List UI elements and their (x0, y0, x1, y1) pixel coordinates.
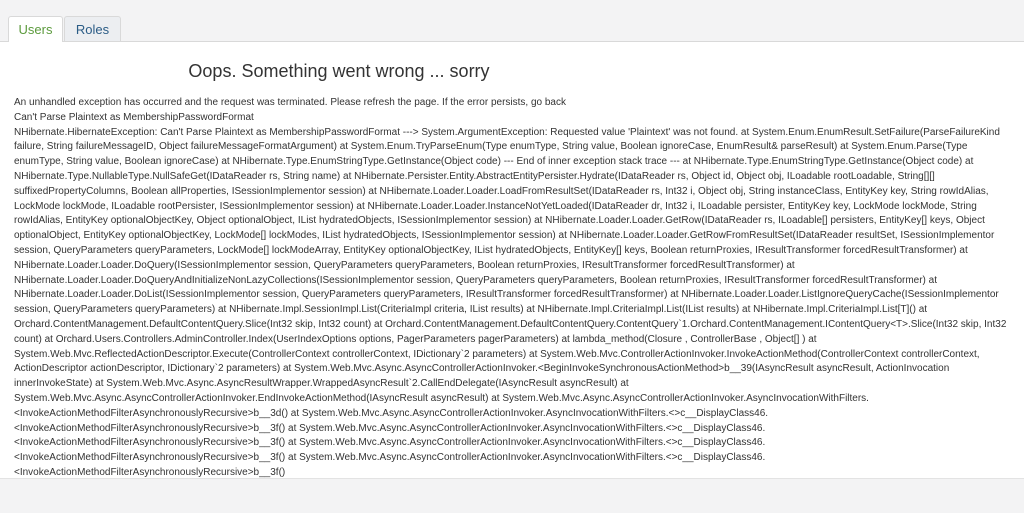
error-content (14, 96, 1010, 481)
stack-trace: NHibernate.HibernateException: Can't Parse Plaintext as MembershipPasswordFormat ---> System.ArgumentException: Requested value 'Plaintext' was not found. at System.Enum.EnumResult.SetFailure(ParseFailureKind failure, String failureMessageID, Object failureMessageFormatArgument) at System.Enum.TryParseEnum(Type enumType, String value, Boolean ignoreCase, EnumResult& parseResult) at System.Enum.Parse(Type enumType, String value, Boolean ignoreCase) at NHibernate.Type.EnumStringType.GetInstance(Object code) --- End of inner exception stack trace --- at NHibernate.Type.EnumStringType.GetInstance(Object code) at NHibernate.Type.NullableType.NullSafeGet(IDataReader rs, String name) at NHibernate.Persister.Entity.AbstractEntityPersister.Hydrate(IDataReader rs, Object id, Object obj, ILoadable rootLoadable, String[][] suffixedPropertyColumns, Boolean allProperties, ISessionImplementor session) at NHibernate.Loader.Loader.LoadFromResultSet(IDataReader rs, Int32 i, Object obj, String instanceClass, EntityKey key, String rowIdAlias, LockMode lockMode, ILoadable rootPersister, ISessionImplementor session) at NHibernate.Loader.Loader.InstanceNotYetLoaded(IDataReader dr, Int32 i, ILoadable persister, EntityKey key, LockMode lockMode, String rowIdAlias, EntityKey optionalObjectKey, Object optionalObject, IList hydratedObjects, ISessionImplementor session) at NHibernate.Loader.Loader.GetRow(IDataReader rs, ILoadable[] persisters, EntityKey[] keys, Object optionalObject, EntityKey optionalObjectKey, LockMode[] lockModes, IList hydratedObjects, ISessionImplementor session) at NHibernate.Loader.Loader.GetRowFromResultSet(IDataReader resultSet, ISessionImplementor session, QueryParameters queryParameters, LockMode[] lockModeArray, EntityKey optionalObjectKey, IList hydratedObjects, EntityKey[] keys, Boolean returnProxies, IResultTransformer forcedResultTransformer) at NHibernate.Loader.Loader.DoQuery(ISessionImplementor session, QueryParameters queryParameters, Boolean returnProxies, IResultTransformer forcedResultTransformer) at NHibernate.Loader.Loader.DoQueryAndInitializeNonLazyCollections(ISessionImplementor session, QueryParameters queryParameters, Boolean returnProxies, IResultTransformer forcedResultTransformer) at NHibernate.Loader.Loader.DoList(ISessionImplementor session, QueryParameters queryParameters, IResultTransformer forcedResultTransformer) at NHibernate.Loader.Loader.ListIgnoreQueryCache(ISessionImplementor session, QueryParameters queryParameters) at NHibernate.Impl.SessionImpl.List(CriteriaImpl criteria, IList results) at NHibernate.Impl.CriteriaImpl.List(IList results) at NHibernate.Impl.CriteriaImpl.List[T]() at Orchard.ContentManagement.DefaultContentQuery.Slice(Int32 skip, Int32 count) at Orchard.ContentManagement.DefaultContentQuery.ContentQuery`1.Orchard.ContentManagement.IContentQuery<T>.Slice(Int32 skip, Int32 count) at Orchard.Users.Controllers.AdminController.Index(UserIndexOptions options, PagerParameters pagerParameters) at lambda_method(Closure , ControllerBase , Object[] ) at System.Web.Mvc.ReflectedActionDescriptor.Execute(ControllerContext controllerContext, IDictionary`2 parameters) at System.Web.Mvc.ControllerActionInvoker.InvokeActionMethod(ControllerContext controllerContext, ActionDescriptor actionDescriptor, IDictionary`2 parameters) at System.Web.Mvc.Async.AsyncControllerActionInvoker.<BeginInvokeSynchronousActionMethod>b__39(IAsyncResult asyncResult, ActionInvocation innerInvokeState) at System.Web.Mvc.Async.AsyncResultWrapper.WrappedAsyncResult`2.CallEndDelegate(IAsyncResult asyncResult) at System.Web.Mvc.Async.AsyncControllerActionInvoker.EndInvokeActionMethod(IAsyncResult asyncResult) at System.Web.Mvc.Async.AsyncControllerActionInvoker.AsyncInvocationWithFilters.<InvokeActionMethodFilterAsynchronouslyRecursive>b__3d() at System.Web.Mvc.Async.AsyncControllerActionInvoker.AsyncInvocationWithFilters.<>c__DisplayClass46.<InvokeActionMethodFilterAsynchronouslyRecursive>b__3f() at System.Web.Mvc.Async.AsyncControllerActionInvoker.AsyncInvocationWithFilters.<>c__DisplayClass46.<InvokeActionMethodFilterAsynchronouslyRecursive>b__3f() at System.Web.Mvc.Async.AsyncControllerActionInvoker.AsyncInvocationWithFilters.<>c__DisplayClass46.<InvokeActionMethodFilterAsynchronouslyRecursive>b__3f() at System.Web.Mvc.Async.AsyncControllerActionInvoker.AsyncInvocationWithFilters.<>c__DisplayClass46.<InvokeActionMethodFilterAsynchronouslyRecursive>b__3f() (14, 126, 1007, 478)
error-message: An unhandled exception has occurred and the request was terminated. Please refresh the page. If the error persists, go back (14, 97, 566, 108)
tab-users[interactable]: Users (8, 16, 63, 42)
tab-roles[interactable]: Roles (64, 16, 121, 41)
error-panel (0, 42, 1024, 479)
tab-bar (0, 0, 1024, 42)
error-title: Oops. Something went wrong ... sorry (188, 61, 490, 81)
error-summary: Can't Parse Plaintext as MembershipPasswordFormat (14, 111, 254, 123)
